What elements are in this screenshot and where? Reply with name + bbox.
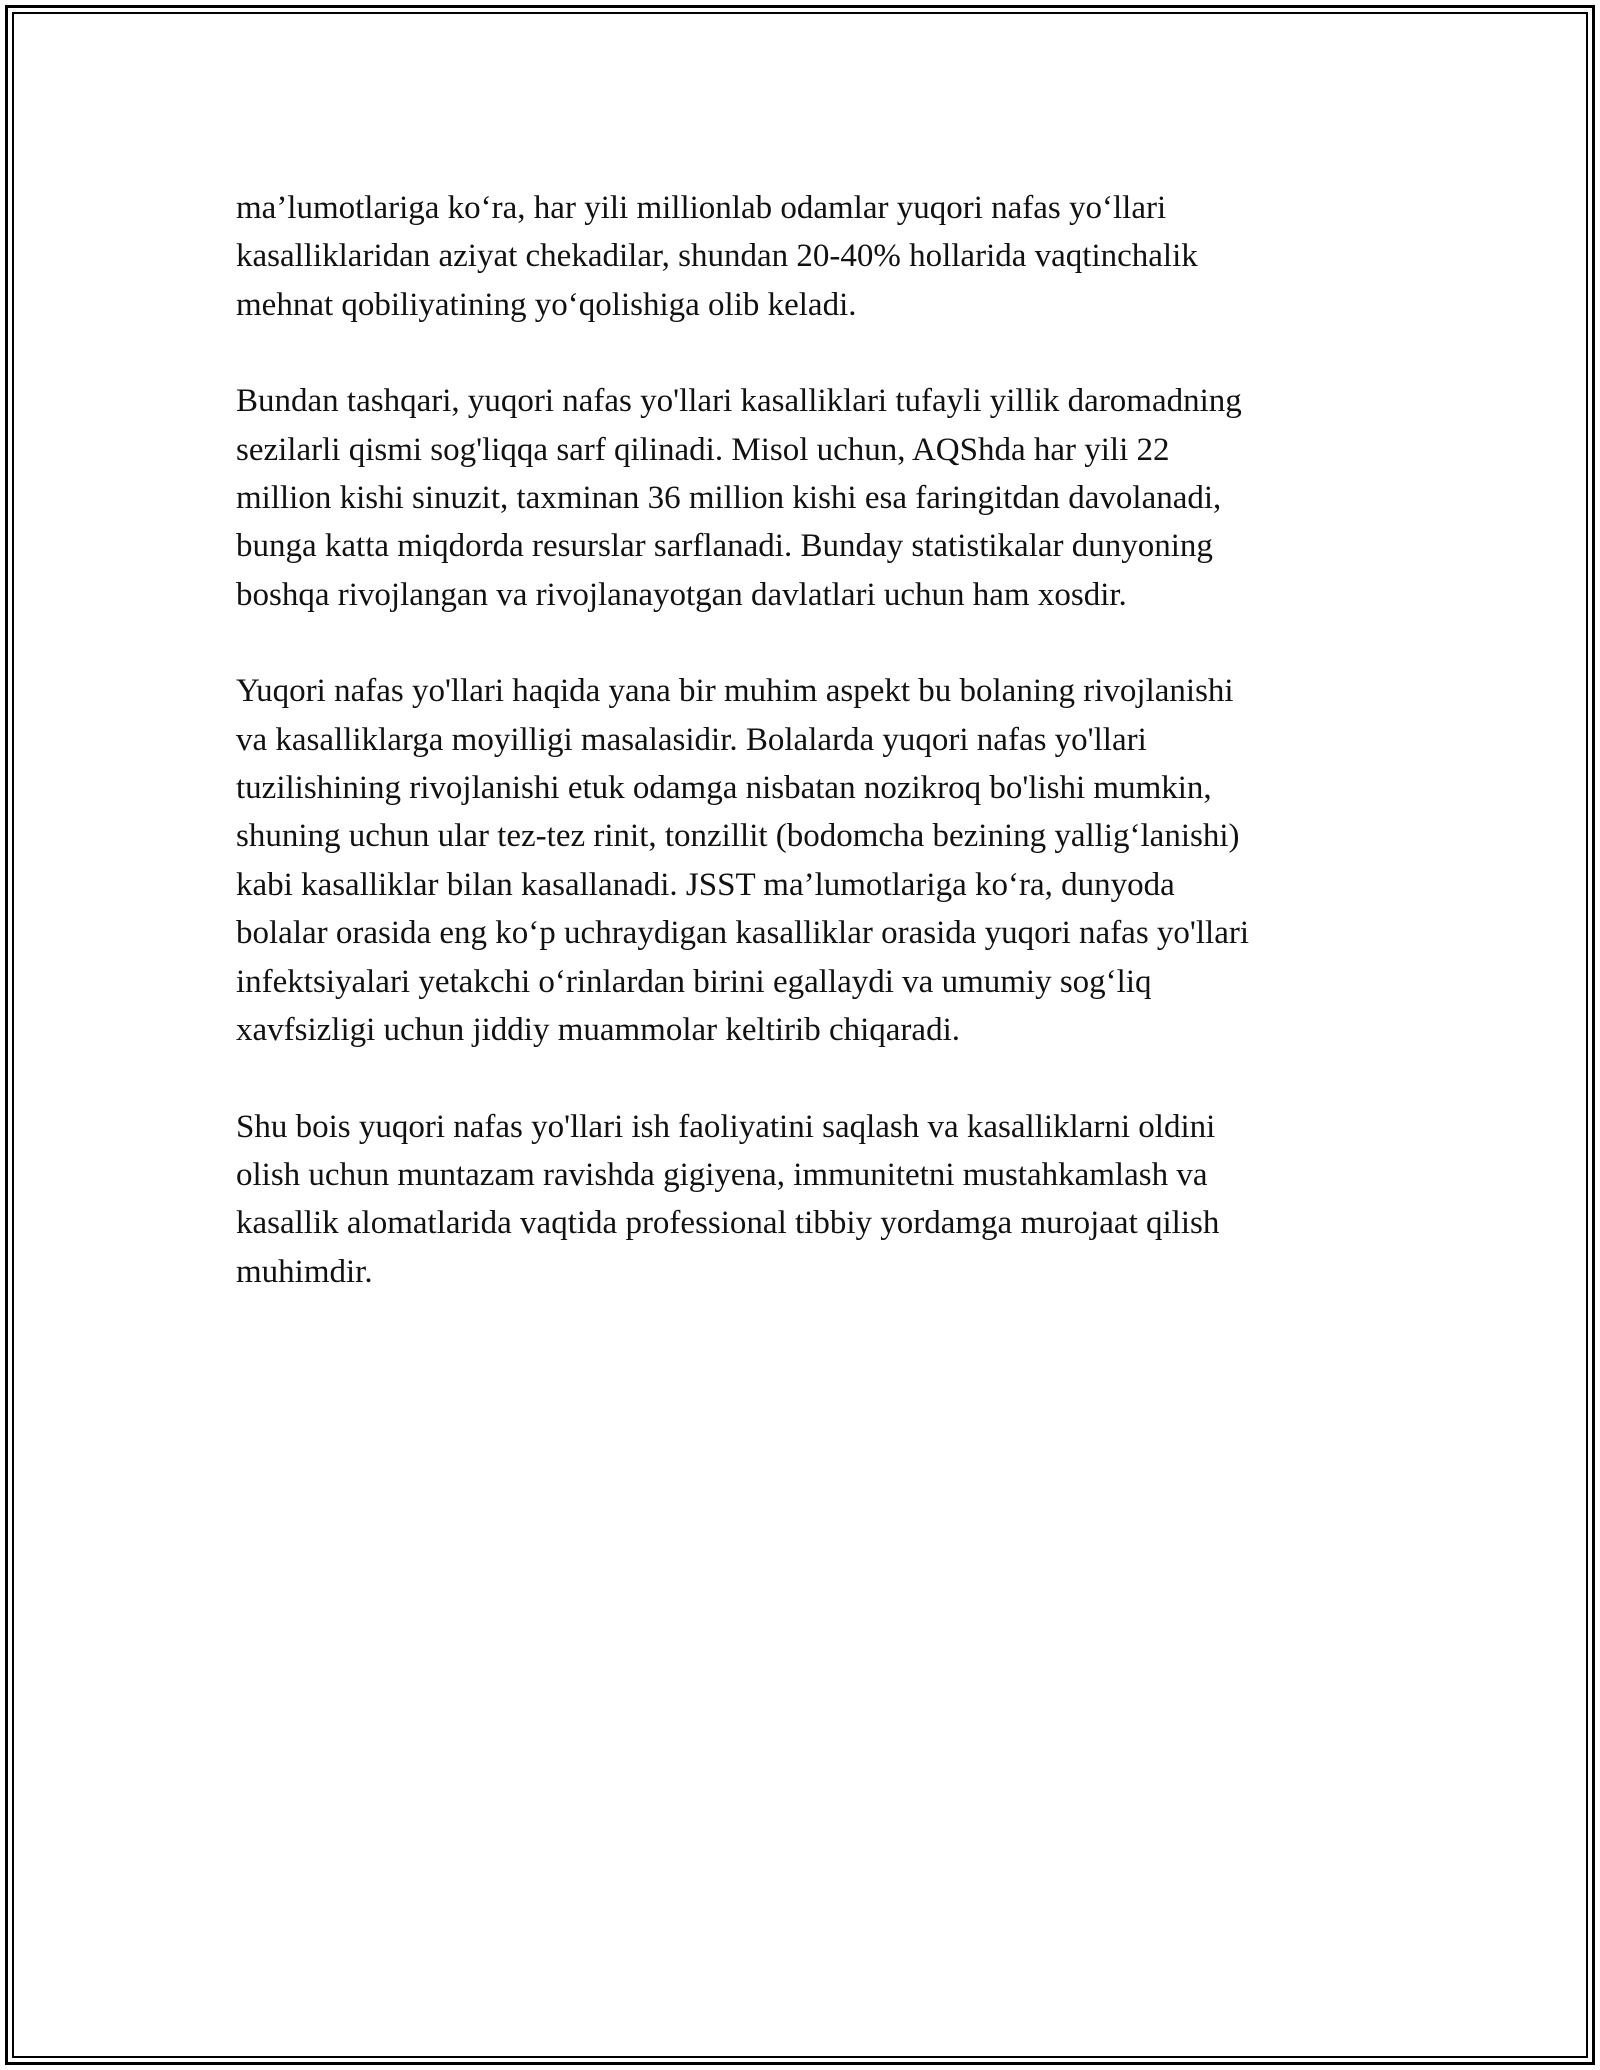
document-body bbox=[236, 184, 1366, 1344]
text-line: kabi kasalliklar bilan kasallanadi. JSST ma’lumotlariga ko‘ra, dunyoda bbox=[236, 866, 1175, 903]
text-line: muhimdir. bbox=[236, 1253, 373, 1290]
text-line: ma’lumotlariga ko‘ra, har yili millionlab odamlar yuqori nafas yo‘llari bbox=[236, 190, 1167, 226]
text-line: va kasalliklarga moyilligi masalasidir. Bolalarda yuqori nafas yo'llari bbox=[236, 721, 1147, 758]
text-line: infektsiyalari yetakchi o‘rinlardan birini egallaydi va umumiy sog‘liq bbox=[236, 963, 1152, 1000]
text-line: Yuqori nafas yo'llari haqida yana bir muhim aspekt bu bolaning rivojlanishi bbox=[236, 673, 1234, 710]
text-line: Bundan tashqari, yuqori nafas yo'llari kasalliklari tufayli yillik daromadning bbox=[236, 383, 1242, 420]
paragraph-3 bbox=[236, 667, 1366, 1054]
text-line: xavfsizligi uchun jiddiy muammolar keltirib chiqaradi. bbox=[236, 1012, 960, 1049]
text-line: shuning uchun ular tez-tez rinit, tonzillit (bodomcha bezining yallig‘lanishi) bbox=[236, 818, 1240, 855]
paragraph-2 bbox=[236, 377, 1366, 619]
paragraph-1 bbox=[236, 184, 1366, 329]
text-line: kasalliklaridan aziyat chekadilar, shundan 20-40% hollarida vaqtinchalik bbox=[236, 238, 1198, 275]
text-line: olish uchun muntazam ravishda gigiyena, immunitetni mustahkamlash va bbox=[236, 1156, 1208, 1193]
text-line: million kishi sinuzit, taxminan 36 million kishi esa faringitdan davolanadi, bbox=[236, 480, 1222, 517]
text-line: mehnat qobiliyatining yo‘qolishiga olib keladi. bbox=[236, 286, 857, 323]
text-line: boshqa rivojlangan va rivojlanayotgan davlatlari uchun ham xosdir. bbox=[236, 576, 1127, 613]
text-line: kasallik alomatlarida vaqtida professional tibbiy yordamga murojaat qilish bbox=[236, 1205, 1220, 1242]
paragraph-4 bbox=[236, 1103, 1366, 1297]
text-line: tuzilishining rivojlanishi etuk odamga nisbatan nozikroq bo'lishi mumkin, bbox=[236, 770, 1212, 807]
text-line: sezilarli qismi sog'liqqa sarf qilinadi. Misol uchun, AQShda har yili 22 bbox=[236, 431, 1170, 468]
text-line: bunga katta miqdorda resurslar sarflanadi. Bunday statistikalar dunyoning bbox=[236, 528, 1213, 565]
text-line: bolalar orasida eng ko‘p uchraydigan kasalliklar orasida yuqori nafas yo'llari bbox=[236, 915, 1250, 952]
text-line: Shu bois yuqori nafas yo'llari ish faoliyatini saqlash va kasalliklarni oldini bbox=[236, 1108, 1216, 1145]
